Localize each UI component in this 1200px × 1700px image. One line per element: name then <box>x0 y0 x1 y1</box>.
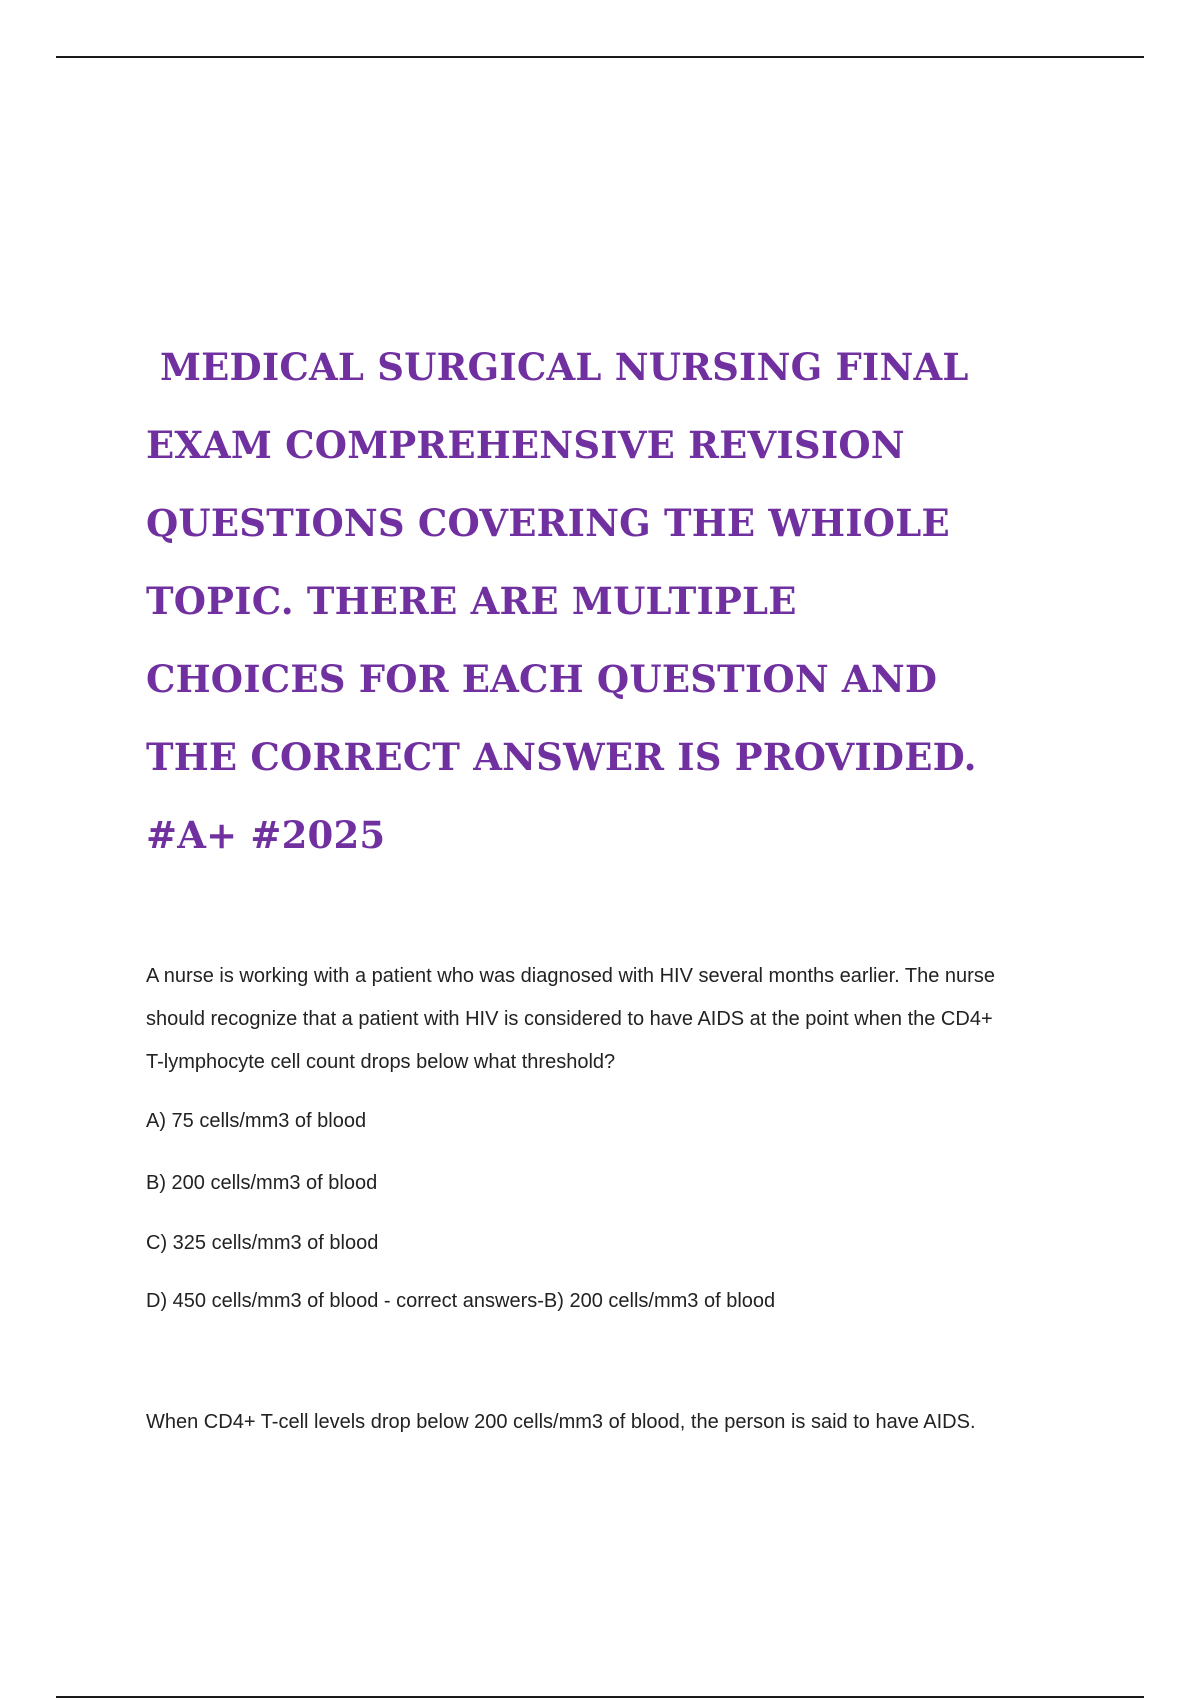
title-line: CHOICES FOR EACH QUESTION AND <box>146 657 938 701</box>
question-line: T-lymphocyte cell count drops below what threshold? <box>146 1051 616 1073</box>
title-line: THE CORRECT ANSWER IS PROVIDED. <box>146 735 977 779</box>
question-line: should recognize that a patient with HIV is considered to have AIDS at the point when the CD4+ <box>146 1008 993 1030</box>
title-line: MEDICAL SURGICAL NURSING FINAL <box>160 345 969 389</box>
option-c: C) 325 cells/mm3 of blood <box>146 1232 379 1254</box>
option-d-with-answer: D) 450 cells/mm3 of blood - correct answers-B) 200 cells/mm3 of blood <box>146 1290 776 1312</box>
title-line: EXAM COMPREHENSIVE REVISION <box>146 423 905 467</box>
title-line: QUESTIONS COVERING THE WHIOLE <box>146 501 950 545</box>
option-a: A) 75 cells/mm3 of blood <box>146 1110 367 1132</box>
document-title <box>146 328 1086 874</box>
question-text <box>146 955 1106 1084</box>
top-divider <box>56 56 1144 58</box>
question-line: A nurse is working with a patient who was diagnosed with HIV several months earlier. The nurse <box>146 965 995 987</box>
answer-explanation: When CD4+ T-cell levels drop below 200 cells/mm3 of blood, the person is said to have AIDS. <box>146 1411 976 1433</box>
title-line: #A+ #2025 <box>146 813 386 857</box>
bottom-divider <box>56 1696 1144 1698</box>
option-b: B) 200 cells/mm3 of blood <box>146 1172 378 1194</box>
title-line: TOPIC. THERE ARE MULTIPLE <box>146 579 797 623</box>
